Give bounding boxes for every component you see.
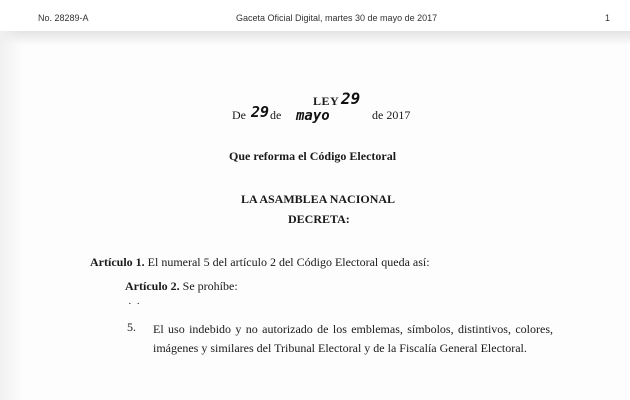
gazette-title: Gaceta Oficial Digital, martes 30 de mayo de 2017 <box>236 13 438 23</box>
date-month-handwritten: mayo <box>296 108 330 124</box>
article-2 <box>125 279 238 294</box>
law-label: LEY <box>313 94 340 108</box>
item-text: El uso indebido y no autorizado de los emblemas, símbolos, distintivos, colores, imágenes y similares del Tribunal Electoral y de la Fiscalía General Electoral. <box>153 322 553 355</box>
item-number: 5. <box>127 320 136 334</box>
scan-left-shadow <box>0 31 22 400</box>
page-number: 1 <box>605 13 611 23</box>
article-1-label: Artículo 1. <box>90 255 145 269</box>
law-number-handwritten: 29 <box>341 89 361 108</box>
omission-ellipsis: · · <box>128 298 142 310</box>
document-number: No. 28289-A <box>38 13 89 23</box>
article-2-label: Artículo 2. <box>125 279 180 293</box>
article-1 <box>90 255 430 270</box>
gazette-header <box>0 0 630 30</box>
law-title: Que reforma el Código Electoral <box>229 149 397 163</box>
assembly-heading: LA ASAMBLEA NACIONAL <box>241 192 396 206</box>
date-day-handwritten: 29 <box>251 103 270 121</box>
article-2-text: Se prohíbe: <box>179 279 238 293</box>
date-prefix: De <box>232 108 246 122</box>
date-year: de 2017 <box>372 108 411 122</box>
article-1-text: El numeral 5 del artículo 2 del Código Electoral queda así: <box>144 255 430 269</box>
date-connector: de <box>270 108 282 122</box>
decree-heading: DECRETA: <box>288 212 350 226</box>
scan-top-shadow <box>0 31 630 45</box>
